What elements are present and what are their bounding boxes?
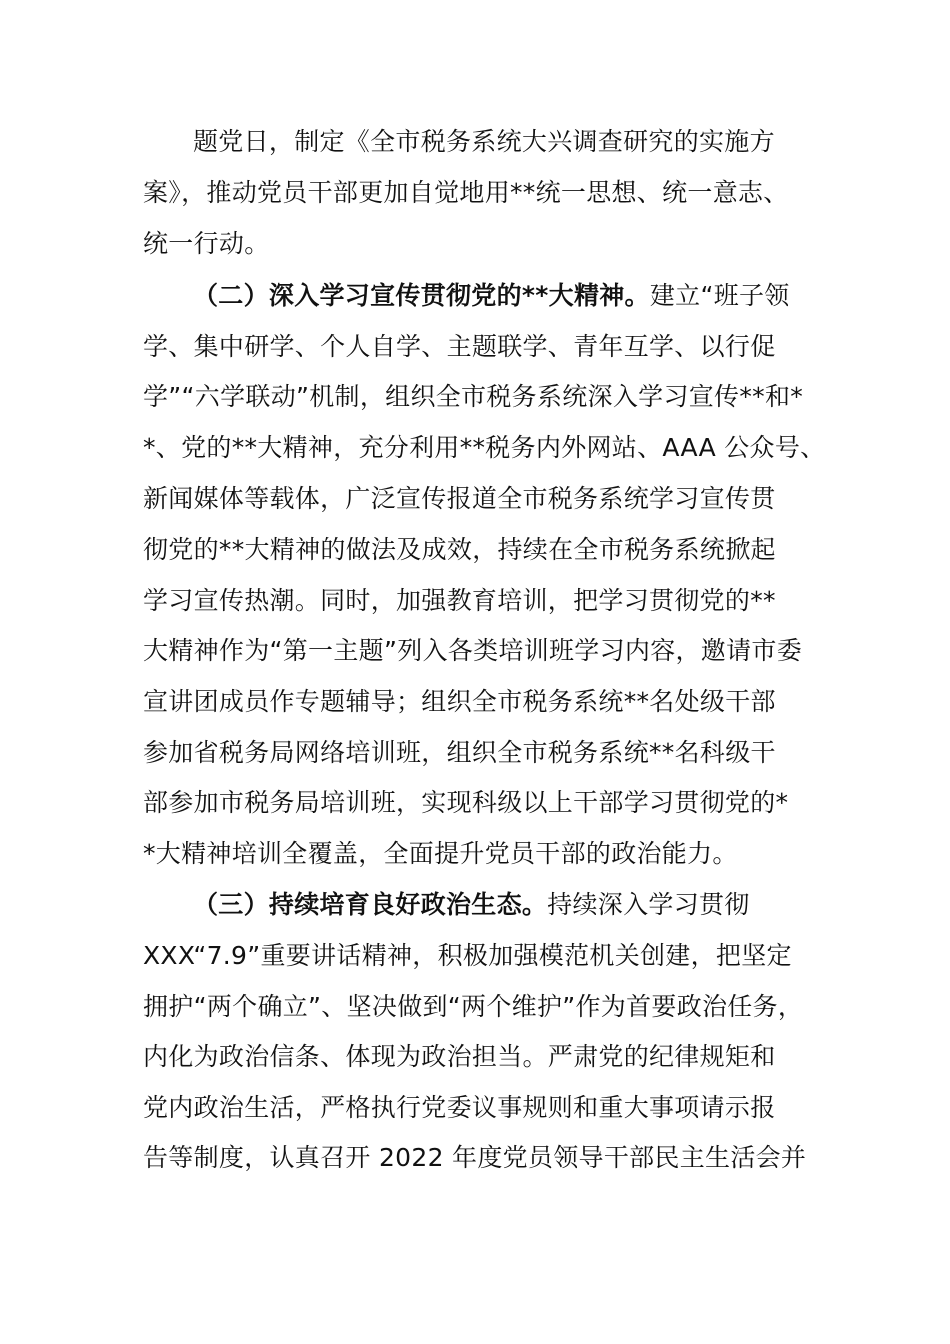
section-heading-line [193, 888, 750, 922]
text-line [143, 1040, 776, 1074]
text-line-content: 拥护“两个确立”、坚决做到“两个维护”作为首要政治任务， [143, 992, 804, 1021]
text-line-content: 持续深入学习贯彻 [547, 890, 750, 919]
text-line-content: 党内政治生活，严格执行党委议事规则和重大事项请示报 [143, 1093, 776, 1122]
text-line-content: 建立“班子领 [649, 281, 790, 310]
text-line-content: 部参加市税务局培训班，实现科级以上干部学习贯彻党的* [143, 788, 789, 817]
text-line-content: 学习宣传热潮。同时，加强教育培训，把学习贯彻党的** [143, 586, 776, 615]
text-line [143, 482, 776, 516]
text-line-content: 学”“六学联动”机制，组织全市税务系统深入学习宣传**和* [143, 382, 804, 411]
text-line [143, 176, 789, 210]
text-line-content: 内化为政治信条、体现为政治担当。严肃党的纪律规矩和 [143, 1042, 776, 1071]
text-line-content: 新闻媒体等载体，广泛宣传报道全市税务系统学习宣传贯 [143, 484, 776, 513]
text-line-content: 题党日，制定《全市税务系统大兴调查研究的实施方 [193, 127, 775, 156]
text-line [143, 380, 803, 414]
text-line [143, 685, 776, 719]
text-line-content: 大精神作为“第一主题”列入各类培训班学习内容，邀请市委 [143, 636, 803, 665]
text-line-content: 告等制度，认真召开 2022 年度党员领导干部民主生活会并 [143, 1143, 807, 1172]
text-line [143, 786, 788, 820]
text-line-content: XXX“7.9”重要讲话精神，积极加强模范机关创建，把坚定 [143, 941, 792, 970]
text-line-content: 彻党的**大精神的做法及成效，持续在全市税务系统掀起 [143, 535, 776, 564]
text-line [143, 227, 270, 261]
text-line [193, 125, 775, 159]
text-line-content: *、党的**大精神，充分利用**税务内外网站、AAA 公众号、 [143, 433, 826, 462]
text-line [143, 1091, 776, 1125]
text-line [143, 584, 776, 618]
text-line [143, 1141, 806, 1175]
text-line [143, 431, 825, 465]
text-line-content: 参加省税务局网络培训班，组织全市税务系统**名科级干 [143, 738, 776, 767]
text-line-content: 学、集中研学、个人自学、主题联学、青年互学、以行促 [143, 332, 776, 361]
text-line [143, 837, 738, 871]
text-line [143, 330, 776, 364]
text-line [143, 990, 803, 1024]
text-line-content: *大精神培训全覆盖，全面提升党员干部的政治能力。 [143, 839, 738, 868]
section-heading: （二）深入学习宣传贯彻党的**大精神。 [193, 281, 650, 310]
section-heading-line [193, 279, 790, 313]
text-line-content: 案》，推动党员干部更加自觉地用**统一思想、统一意志、 [143, 178, 789, 207]
text-line [143, 939, 792, 973]
text-line-content: 统一行动。 [143, 229, 270, 258]
text-line [143, 634, 802, 668]
text-line [143, 736, 776, 770]
section-heading: （三）持续培育良好政治生态。 [193, 890, 548, 919]
text-line-content: 宣讲团成员作专题辅导；组织全市税务系统**名处级干部 [143, 687, 776, 716]
text-line [143, 533, 776, 567]
